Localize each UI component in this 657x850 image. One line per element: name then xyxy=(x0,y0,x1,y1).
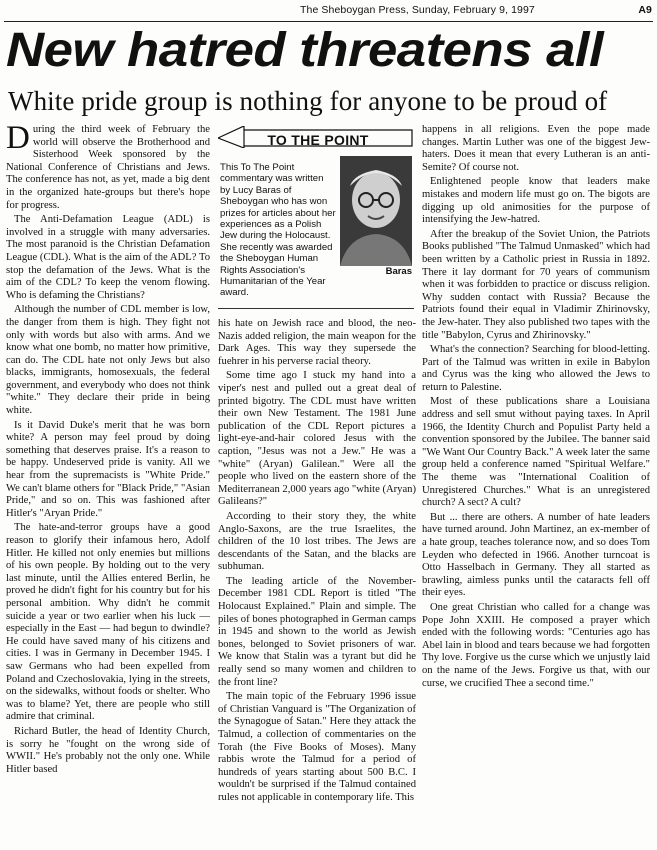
paragraph: his hate on Jewish race and blood, the neo-Nazis added religion, the main weapon for the Dark Ages. This way they supersede the fuehrer in his perverse racial theory. xyxy=(218,318,416,367)
portrait-photo-icon xyxy=(340,156,412,266)
paragraph: happens in all religions. Even the pope made changes. Martin Luther was one of the biggest Jew-haters. Does it mean that every Lutheran is an anti-Semite? Of course not. xyxy=(422,124,650,173)
paragraph: Although the number of CDL member is low, the danger from them is high. They fight not only with words but also with arms. And we know what one bomb, no matter how primitive, can do. The CDL hate not only Jews but also blacks, immigrants, homosexuals, the federal government, and everybody who does not think "white." They declare their pride in being white. xyxy=(6,304,210,417)
masthead xyxy=(300,4,652,16)
subhead: White pride group is nothing for anyone to be proud of xyxy=(8,86,608,116)
drop-cap: D xyxy=(6,120,30,156)
paragraph: Is it David Duke's merit that he was born white? A person may feel proud by doing something that deserves praise. It's a reason to be happy. Undeserved pride is vanity. All we hear from the supremacists is "White Pride." We can't blame others for "Black Pride," "Asian Pride," and so on. This was fashioned after Hitler's "Aryan Pride." xyxy=(6,419,210,519)
paragraph: Richard Butler, the head of Identity Church, is sorry he "fought on the wrong side of WWII." He's probably not the only one. While Hitler based xyxy=(6,725,210,775)
to-the-point-box xyxy=(218,120,414,310)
paragraph: One great Christian who called for a change was Pope John XXIII. He composed a prayer which ended with the following words: "Centuries ago has Abel lain in blood and tears because we had forgotten Thy love. Forgive us the curse which we unjustly laid on the name of the Jews. Forgive us that, with our curse, we crucified Thee a second time." xyxy=(422,601,650,689)
paragraph xyxy=(6,120,210,212)
paragraph: The main topic of the February 1996 issue of Christian Vanguard is "The Organization of the Synagogue of Satan." Here they attack the Talmud, a collection of commentaries on the Torah (the Five Books of Moses). Many rabbis wrote the Talmud for a period of hundreds of years starting about 500 B.C. I wouldn't be surprised if the Talmud contained rules not applicable in contemporary life. This xyxy=(218,691,416,803)
paragraph: What's the connection? Searching for blood-letting. Part of the Talmud was written in exile in Babylon and Cyrus was the king who allowed the Jews to return to Palestine. xyxy=(422,344,650,393)
photo-caption: Baras xyxy=(385,266,412,277)
paragraph: The leading article of the November-December 1981 CDL Report is titled "The Holocaust Explained." Plain and simple. The piles of bones photographed in German camps in 1945 and shown to the world as Jewish bones, belonged to Soviet prisoners of war. We know that Stalin was a tyrant but did he really send so many women and children to the front line? xyxy=(218,575,416,688)
column-1 xyxy=(6,120,210,778)
paragraph: After the breakup of the Soviet Union, the Patriots Books published "The Talmud Unmasked" which had been written by a Catholic priest in Russia in 1892. There it lay dormant for 70 years of communism when it was forbidden to practice or discuss religion. Why sudden contact with Russia? Because the Patriots found their equal in Vladimir Zhirinovsky, the Jew-hater. They also published two tapes with the title "Babylon, Cyrus and Zhirinovsky." xyxy=(422,228,650,341)
headline: New hatred threatens all xyxy=(6,24,604,77)
paragraph: But ... there are others. A number of hate leaders have turned around. John Martinez, an ex-member of a hate group, teaches tolerance now, and so does Tom Leyden who defected in 1966. Another turncoat is Otto Hasselbach in Germany. They all started as brawling, aimless punks until the cataracts fell off their eyes. xyxy=(422,511,650,599)
box-blurb: This To The Point commentary was written by Lucy Baras of Sheboygan who has won prizes for articles about her experiences as a Polish Jew during the Holocaust. She recently was awarded the Sheboygan Human Rights Association's Humanitarian of the Year award. xyxy=(220,162,336,299)
box-title: TO THE POINT xyxy=(267,132,369,148)
column-3 xyxy=(422,124,650,692)
page-number: A9 xyxy=(638,4,652,16)
box-rule xyxy=(218,308,414,309)
column-2 xyxy=(218,318,416,807)
paragraph: The hate-and-terror groups have a good reason to glorify their infamous hero, Adolf Hitler. He killed not only enemies but millions of his own people. By holding out to the very last minute, until the Allies entered Berlin, he proved he didn't fight for his country but for his personal ambition. Why didn't he commit suicide a year or two earlier when his luck — especially in the East — had begun to dwindle? He could have saved many of his citizens and cities. I was in Germany in December 1945. I saw Germans who had been expelled from Poland and Czechoslovakia, lying in the streets, on the sidewalks, without foods or shelter. Who was to blame? Yet, there are people who still admire that criminal. xyxy=(6,522,210,723)
paragraph: The Anti-Defamation League (ADL) is involved in a struggle with many adversaries. The most paranoid is the Christian Defamation League (CDL). What is the aim of the ADL? To stop the defamation of the Jews. What is the aim of the CDL? To keep the venom flowing. Who is defaming the Christians? xyxy=(6,214,210,301)
masthead-text: The Sheboygan Press, Sunday, February 9, 1997 xyxy=(300,4,535,16)
paragraph: Enlightened people know that leaders make mistakes and modern life must go on. The bigots are digging up old animosities for the purpose of intensifying the Jew-hatred. xyxy=(422,176,650,226)
paragraph: According to their story they, the white Anglo-Saxons, are the true Israelites, the children of the 10 lost tribes. The Jews are descendants of the Satan, and the blacks are subhuman. xyxy=(218,510,416,573)
paragraph: Most of these publications share a Louisiana address and sell smut without paying taxes. In April 1966, the Identity Church and Populist Party held a convention sponsored by the Jubilee. The banner said "We Want Our Country Back." A week later the same group held a conference named "Spiritual Welfare." The theme was "International Coalition of Unregistered Churches." What is an unregistered church? A sect? A cult? xyxy=(422,396,650,509)
paragraph-text: uring the third week of February the world will observe the Brotherhood and Sisterhood Week sponsored by the National Conference of Christians and Jews. The conference has not, as yet, made a big dent in the organized hate-groups but there's hope for progress. xyxy=(6,124,210,211)
paragraph: Some time ago I stuck my hand into a viper's nest and pulled out a great deal of printed bigotry. The CDL must have written their own New Testament. The 1981 June publication of the CDL Report pictures a light-eye-and-hair colored Jesus with the caption, "Jesus was not a Jew." He was a "white" (Aryan) Galilean." Were all the people who lived on the eastern shore of the Mediterranean 2,000 years ago "white (Aryan) Galileans?" xyxy=(218,370,416,508)
